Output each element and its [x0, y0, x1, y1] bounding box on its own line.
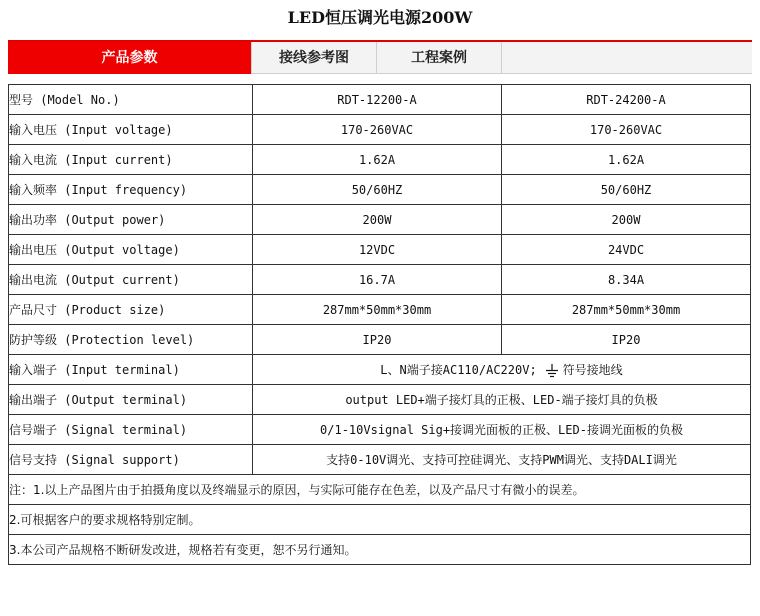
- table-row: [9, 85, 751, 115]
- cell-input-current-a: 1.62A: [253, 145, 502, 175]
- row-label: 输出功率 (Output power): [9, 205, 253, 235]
- row-label: 输入频率 (Input frequency): [9, 175, 253, 205]
- table-row: [9, 415, 751, 445]
- spec-table: [8, 84, 751, 565]
- page-title: LED恒压调光电源200W: [287, 8, 473, 27]
- cell-output-voltage-a: 12VDC: [253, 235, 502, 265]
- cell-input-frequency-b: 50/60HZ: [502, 175, 751, 205]
- row-label: 输出电流 (Output current): [9, 265, 253, 295]
- row-label: 输出电压 (Output voltage): [9, 235, 253, 265]
- input-terminal-text: L、N端子接AC110/AC220V;: [380, 363, 537, 377]
- cell-input-voltage-a: 170-260VAC: [253, 115, 502, 145]
- cell-product-size-a: 287mm*50mm*30mm: [253, 295, 502, 325]
- cell-output-current-a: 16.7A: [253, 265, 502, 295]
- cell-signal-support: 支持0-10V调光、支持可控硅调光、支持PWM调光、支持DALI调光: [253, 445, 751, 475]
- table-row: [9, 205, 751, 235]
- table-row: [9, 115, 751, 145]
- row-label: 输入电压 (Input voltage): [9, 115, 253, 145]
- tab-bar: [8, 40, 752, 74]
- table-row: [9, 325, 751, 355]
- cell-model-a: RDT-12200-A: [253, 85, 502, 115]
- ground-symbol-icon: [545, 364, 559, 378]
- table-row: [9, 445, 751, 475]
- cell-output-current-b: 8.34A: [502, 265, 751, 295]
- note-2: 2.可根据客户的要求规格特别定制。: [9, 505, 751, 535]
- row-label: 防护等级 (Protection level): [9, 325, 253, 355]
- cell-signal-terminal: 0/1-10Vsignal Sig+接调光面板的正极、LED-接调光面板的负极: [253, 415, 751, 445]
- note-3: 3.本公司产品规格不断研发改进，规格若有变更，恕不另行通知。: [9, 535, 751, 565]
- row-label: 输入端子 (Input terminal): [9, 355, 253, 385]
- cell-product-size-b: 287mm*50mm*30mm: [502, 295, 751, 325]
- note-row: [9, 505, 751, 535]
- cell-input-frequency-a: 50/60HZ: [253, 175, 502, 205]
- input-terminal-suffix: 符号接地线: [562, 363, 623, 377]
- table-row: [9, 265, 751, 295]
- row-label: 信号支持 (Signal support): [9, 445, 253, 475]
- note-1: 注：1.以上产品图片由于拍摄角度以及终端显示的原因，与实际可能存在色差，以及产品尺寸有微小的误差。: [9, 475, 751, 505]
- row-label: 型号 (Model No.): [9, 85, 253, 115]
- cell-model-b: RDT-24200-A: [502, 85, 751, 115]
- cell-protection-a: IP20: [253, 325, 502, 355]
- table-row: [9, 295, 751, 325]
- cell-output-power-a: 200W: [253, 205, 502, 235]
- tab-wiring-diagram[interactable]: 接线参考图: [252, 42, 377, 74]
- table-row: [9, 355, 751, 385]
- cell-input-terminal: [253, 355, 751, 385]
- row-label: 信号端子 (Signal terminal): [9, 415, 253, 445]
- table-row: [9, 145, 751, 175]
- cell-output-voltage-b: 24VDC: [502, 235, 751, 265]
- note-row: [9, 535, 751, 565]
- table-row: [9, 235, 751, 265]
- cell-output-power-b: 200W: [502, 205, 751, 235]
- row-label: 输出端子 (Output terminal): [9, 385, 253, 415]
- cell-output-terminal: output LED+端子接灯具的正极、LED-端子接灯具的负极: [253, 385, 751, 415]
- cell-input-current-b: 1.62A: [502, 145, 751, 175]
- row-label: 产品尺寸 (Product size): [9, 295, 253, 325]
- tab-project-cases[interactable]: 工程案例: [377, 42, 502, 74]
- note-row: [9, 475, 751, 505]
- cell-input-voltage-b: 170-260VAC: [502, 115, 751, 145]
- cell-protection-b: IP20: [502, 325, 751, 355]
- tab-product-params[interactable]: 产品参数: [8, 42, 252, 74]
- table-row: [9, 385, 751, 415]
- table-row: [9, 175, 751, 205]
- row-label: 输入电流 (Input current): [9, 145, 253, 175]
